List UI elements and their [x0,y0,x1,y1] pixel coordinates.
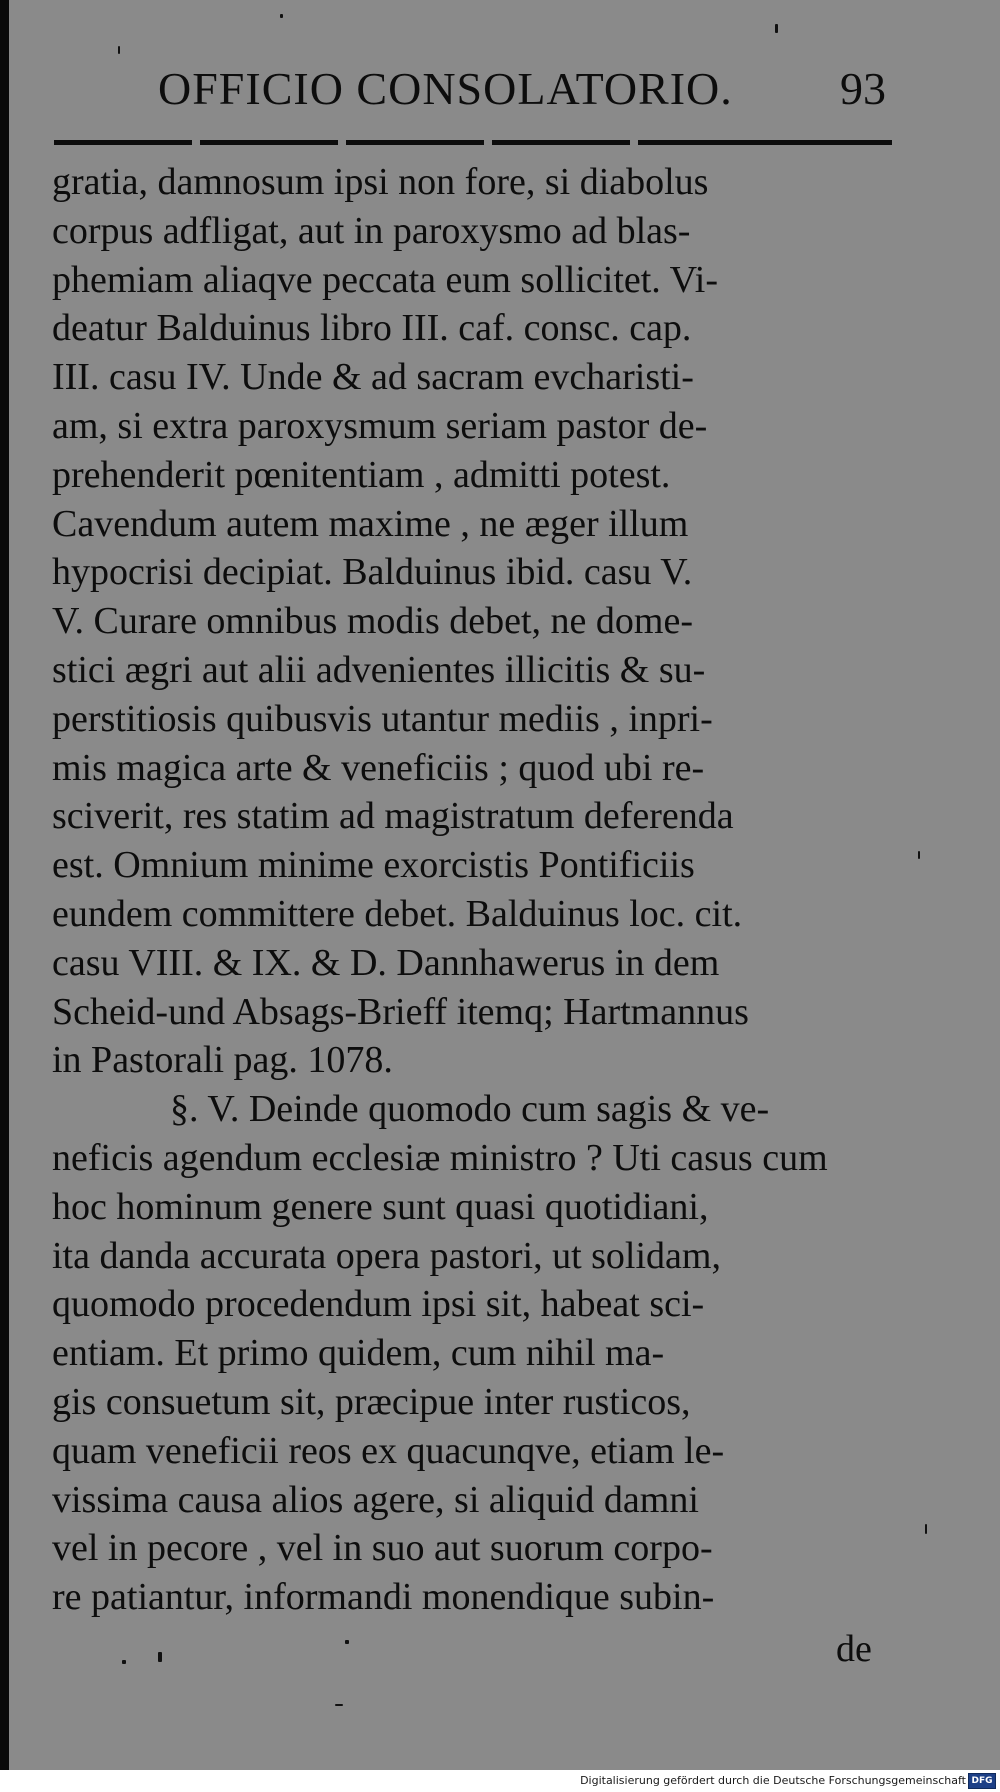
text-line: mis magica arte & veneficiis ; quod ubi re- [52,746,705,789]
dfg-logo-text: DFG [971,1776,993,1786]
text-line: sciverit, res statim ad magistratum deferenda [52,795,734,838]
header-rule-segment [54,140,192,145]
section-heading-line: §. V. Deinde quomodo cum sagis & ve- [170,1088,770,1131]
scan-speck [122,1660,126,1664]
header-rule-segment [744,140,892,145]
text-line: neficis agendum ecclesiæ ministro ? Uti casus cum [52,1136,828,1179]
text-line: hoc hominum genere sunt quasi quotidiani, [52,1185,709,1228]
text-line: re patiantur, informandi monendique subin- [52,1576,715,1619]
text-line: ita danda accurata opera pastori, ut solidam, [52,1234,721,1277]
scan-speck [118,46,120,54]
scan-speck [158,1652,162,1662]
text-line: quomodo procedendum ipsi sit, habeat sci- [52,1283,705,1326]
text-line: phemiam aliaqve peccata eum sollicitet. Vi- [52,258,718,301]
scan-speck [918,851,920,859]
text-line: vissima causa alios agere, si aliquid damni [52,1478,699,1521]
scan-speck [280,14,283,18]
text-line: stici ægri aut alii advenientes illicitis & su- [52,648,706,691]
dfg-logo [968,1773,996,1789]
header-rule-segment [200,140,338,145]
scan-speck [925,1524,927,1534]
text-line: casu VIII. & IX. & D. Dannhawerus in dem [52,941,720,984]
funding-credit: Digitalisierung gefördert durch die Deutsche Forschungsgemeinschaft [580,1774,966,1787]
text-line: Scheid-und Absags-Brieff itemq; Hartmannus [52,990,749,1033]
text-line: eundem committere debet. Balduinus loc. cit. [52,892,743,935]
body-text [52,158,902,1622]
scan-speck [345,1640,349,1644]
text-line: V. Curare omnibus modis debet, ne dome- [52,600,693,643]
text-line: deatur Balduinus libro III. caf. consc. cap. [52,307,692,350]
text-line: corpus adfligat, aut in paroxysmo ad blas- [52,209,691,252]
text-line: entiam. Et primo quidem, cum nihil ma- [52,1332,665,1375]
text-line: vel in pecore , vel in suo aut suorum corpo- [52,1527,713,1570]
scan-speck [775,24,778,33]
text-line: hypocrisi decipiat. Balduinus ibid. casu V. [52,551,693,594]
catchword: de [836,1628,872,1670]
text-line: quam veneficii reos ex quacunqve, etiam le- [52,1429,725,1472]
text-line: est. Omnium minime exorcistis Pontificiis [52,844,695,887]
scan-speck [335,1704,343,1706]
header-rule-segment [346,140,484,145]
page-number: 93 [840,63,886,114]
text-line: gis consuetum sit, præcipue inter rusticos, [52,1380,691,1423]
text-line: in Pastorali pag. 1078. [52,1039,393,1082]
text-line: am, si extra paroxysmum seriam pastor de- [52,404,708,447]
running-title: OFFICIO CONSOLATORIO. [158,63,733,114]
digitization-footer [0,1770,1000,1792]
text-line: prehenderit pœnitentiam , admitti potest. [52,453,671,496]
text-line: gratia, damnosum ipsi non fore, si diabolus [52,161,709,203]
page-left-edge [0,0,9,1770]
text-line: III. casu IV. Unde & ad sacram evcharisti- [52,356,694,399]
header-rule-segment [492,140,630,145]
text-line: perstitiosis quibusvis utantur mediis , inpri- [52,697,713,740]
text-line: Cavendum autem maxime , ne æger illum [52,502,689,545]
